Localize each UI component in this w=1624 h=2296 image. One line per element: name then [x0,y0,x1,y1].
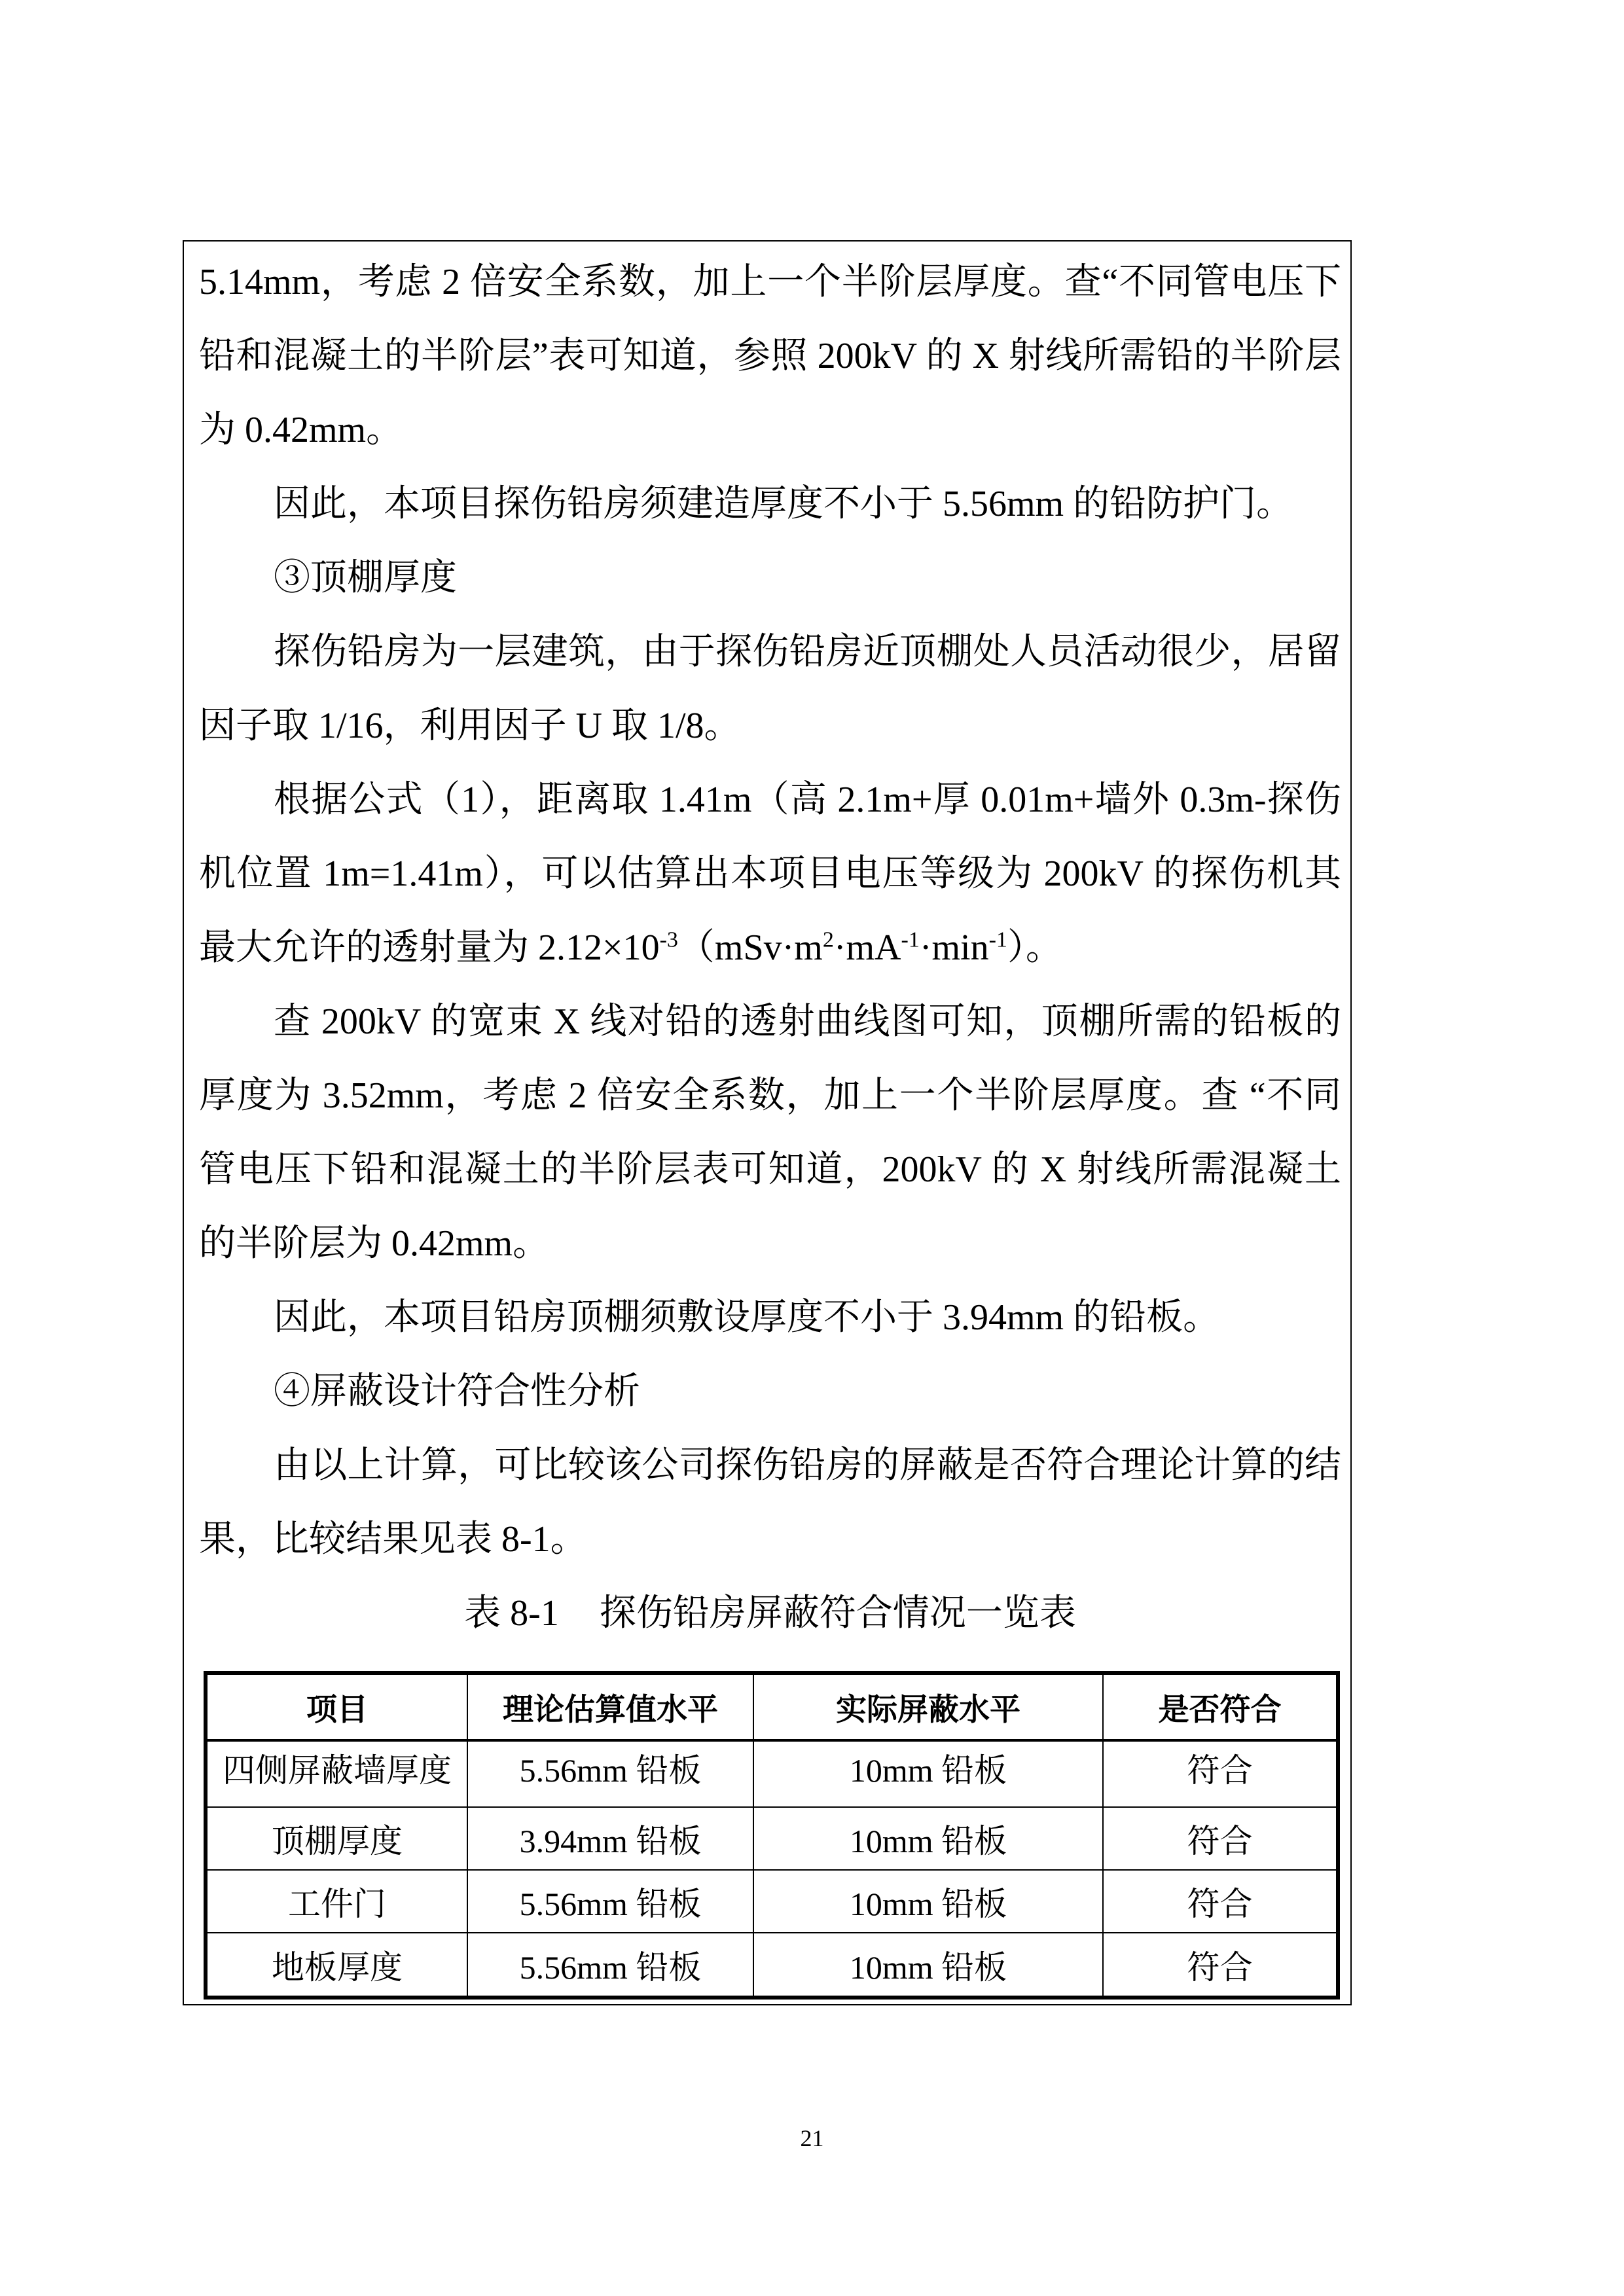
table-cell: 符合 [1103,1807,1338,1870]
table-row [206,1807,1338,1870]
paragraph: 由以上计算，可比较该公司探伤铅房的屏蔽是否符合理论计算的结果，比较结果见表 8-1。 [199,1445,1341,1560]
table-header-row [206,1673,1338,1740]
paragraph: 探伤铅房为一层建筑，由于探伤铅房近顶棚处人员活动很少，居留因子取 1/16，利用因子 U 取 1/8。 [199,632,1341,746]
paragraph: ④屏蔽设计符合性分析 [274,1371,640,1412]
table-cell: 10mm 铅板 [753,1740,1103,1807]
column-header: 是否符合 [1103,1673,1338,1740]
paragraph: 根据公式（1），距离取 1.41m（高 2.1m+厚 0.01m+墙外 0.3m-探伤机位置 1m=1.41m），可以估算出本项目电压等级为 200kV 的探伤机其最大允许的透射量为 $2.12\times 10^{-3}(mSv\cdot m^2\cdot mA^{-1}\cdot\min^{-1})$。 [199,780,1342,968]
table-cell: 顶棚厚度 [206,1807,467,1870]
table-row [206,1870,1338,1933]
table-cell: 5.56mm 铅板 [467,1933,753,1998]
body-text [199,245,1341,1577]
table-cell: 10mm 铅板 [753,1870,1103,1933]
table-caption-number: 表 8-1 [464,1593,559,1634]
table-cell: 地板厚度 [206,1933,467,1998]
table-cell: 3.94mm 铅板 [467,1807,753,1870]
table-caption-title: 探伤铅房屏蔽符合情况一览表 [599,1593,1076,1634]
column-header: 实际屏蔽水平 [753,1673,1103,1740]
paragraph: 5.14mm，考虑 2 倍安全系数，加上一个半阶层厚度。查“不同管电压下铅和混凝土的半阶层”表可知道，参照 200kV 的 X 射线所需铅的半阶层为 0.42mm。 [199,262,1341,450]
table-cell: 工件门 [206,1870,467,1933]
table-cell: 10mm 铅板 [753,1933,1103,1998]
table-cell: 10mm 铅板 [753,1807,1103,1870]
table-cell: 5.56mm 铅板 [467,1870,753,1933]
table-cell: 四侧屏蔽墙厚度 [206,1740,467,1807]
table-cell: 符合 [1103,1870,1338,1933]
paragraph: ③顶棚厚度 [274,558,457,598]
column-header: 项目 [206,1673,467,1740]
table-cell: 5.56mm 铅板 [467,1740,753,1807]
table-cell: 符合 [1103,1933,1338,1998]
paragraph: 因此，本项目探伤铅房须建造厚度不小于 5.56mm 的铅防护门。 [274,484,1293,524]
paragraph: 查 200kV 的宽束 X 线对铅的透射曲线图可知，顶棚所需的铅板的厚度为 3.52mm，考虑 2 倍安全系数，加上一个半阶层厚度。查 “不同管电压下铅和混凝土的半阶层表可知道，200kV 的 X 射线所需混凝土的半阶层为 0.42mm。 [199,1001,1341,1264]
page-number: 21 [800,2125,824,2151]
table-cell: 符合 [1103,1740,1338,1807]
table-caption [199,1590,1341,1636]
shielding-compliance-table [204,1671,1340,2000]
paragraph: 因此，本项目铅房顶棚须敷设厚度不小于 3.94mm 的铅板。 [274,1297,1220,1338]
table-row [206,1933,1338,1998]
column-header: 理论估算值水平 [467,1673,753,1740]
table-row [206,1740,1338,1807]
